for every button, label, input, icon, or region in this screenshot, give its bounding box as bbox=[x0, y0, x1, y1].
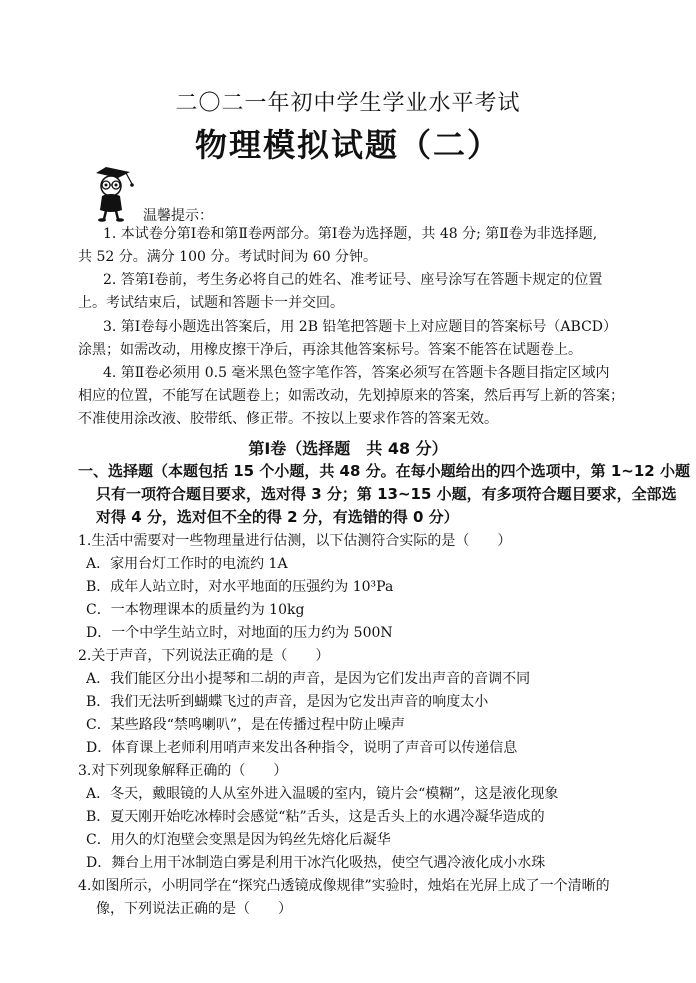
exam-title: 二〇二一年初中学生学业水平考试 bbox=[175, 91, 521, 116]
question-stem: 2.关于声音，下列说法正确的是（ ） bbox=[78, 648, 330, 664]
question-option: B．成年人站立时，对水平地面的压强约为 10³Pa bbox=[86, 579, 394, 595]
question-option: B．夏天刚开始吃冰棒时会感觉“粘”舌头，这是舌头上的水遇冷凝华造成的 bbox=[86, 809, 545, 825]
question-stem: 像，下列说法正确的是（ ） bbox=[96, 901, 292, 917]
question-option: D．体育课上老师利用哨声来发出各种指令，说明了声音可以传递信息 bbox=[86, 740, 518, 756]
question-stem: 1.生活中需要对一些物理量进行估测，以下估测符合实际的是（ ） bbox=[78, 533, 512, 549]
question-option: A．冬天，戴眼镜的人从室外进入温暖的室内，镜片会“模糊”，这是液化现象 bbox=[86, 786, 559, 802]
question-option: C．用久的灯泡壁会变黑是因为钨丝先熔化后凝华 bbox=[86, 832, 391, 848]
question-option: D．舞台上用干冰制造白雾是利用干冰汽化吸热，使空气遇冷液化成小水珠 bbox=[86, 855, 546, 871]
tips-line: 共 52 分。满分 100 分。考试时间为 60 分钟。 bbox=[78, 249, 378, 265]
tips-label: 温馨提示： bbox=[143, 208, 213, 224]
section-title: 第Ⅰ卷（选择题 共 48 分） bbox=[248, 439, 448, 458]
question-option: D．一个中学生站立时，对地面的压力约为 500N bbox=[86, 625, 393, 641]
tips-line: 上。考试结束后，试题和答题卡一并交回。 bbox=[78, 295, 344, 311]
tips-line: 相应的位置，不能写在试题卷上；如需改动，先划掉原来的答案，然后再写上新的答案； bbox=[78, 388, 624, 404]
part-instructions: 一、选择题（本题包括 15 个小题，共 48 分。在每小题给出的四个选项中，第 1~12 小题 bbox=[78, 462, 690, 480]
question-stem: 3.对下列现象解释正确的（ ） bbox=[78, 763, 288, 779]
tips-line: 不准使用涂改液、胶带纸、修正带。不按以上要求作答的答案无效。 bbox=[78, 411, 498, 427]
question-option: A．我们能区分出小提琴和二胡的声音，是因为它们发出声音的音调不同 bbox=[86, 671, 531, 687]
tips-line: 3. 第Ⅰ卷每小题选出答案后，用 2B 铅笔把答题卡上对应题目的答案标号（ABCD） bbox=[103, 319, 618, 335]
question-option: A．家用台灯工作时的电流约 1A bbox=[86, 556, 288, 572]
question-stem: 4.如图所示，小明同学在“探究凸透镜成像规律”实验时，烛焰在光屏上成了一个清晰的 bbox=[78, 878, 610, 894]
question-option: C．一本物理课本的质量约为 10kg bbox=[86, 602, 305, 618]
exam-subtitle: 物理模拟试题（二） bbox=[194, 126, 501, 164]
question-option: C．某些路段“禁鸣喇叭”，是在传播过程中防止噪声 bbox=[86, 717, 406, 733]
tips-line: 2. 答第Ⅰ卷前，考生务必将自己的姓名、准考证号、座号涂写在答题卡规定的位置 bbox=[103, 272, 603, 288]
tips-line: 涂黑；如需改动，用橡皮擦干净后，再涂其他答案标号。答案不能答在试题卷上。 bbox=[78, 342, 582, 358]
part-instructions: 只有一项符合题目要求，选对得 3 分；第 13~15 小题，有多项符合题目要求，全部选 bbox=[96, 485, 677, 503]
graduate-mascot-icon bbox=[86, 164, 136, 222]
part-instructions: 对得 4 分，选对但不全的得 2 分，有选错的得 0 分） bbox=[96, 508, 459, 526]
tips-line: 1. 本试卷分第Ⅰ卷和第Ⅱ卷两部分。第Ⅰ卷为选择题，共 48 分; 第Ⅱ卷为非选择题, bbox=[103, 226, 598, 242]
tips-line: 4. 第Ⅱ卷必须用 0.5 毫米黑色签字笔作答，答案必须写在答题卡各题目指定区域内 bbox=[103, 365, 610, 381]
question-option: B．我们无法听到蝴蝶飞过的声音，是因为它发出声音的响度太小 bbox=[86, 694, 489, 710]
